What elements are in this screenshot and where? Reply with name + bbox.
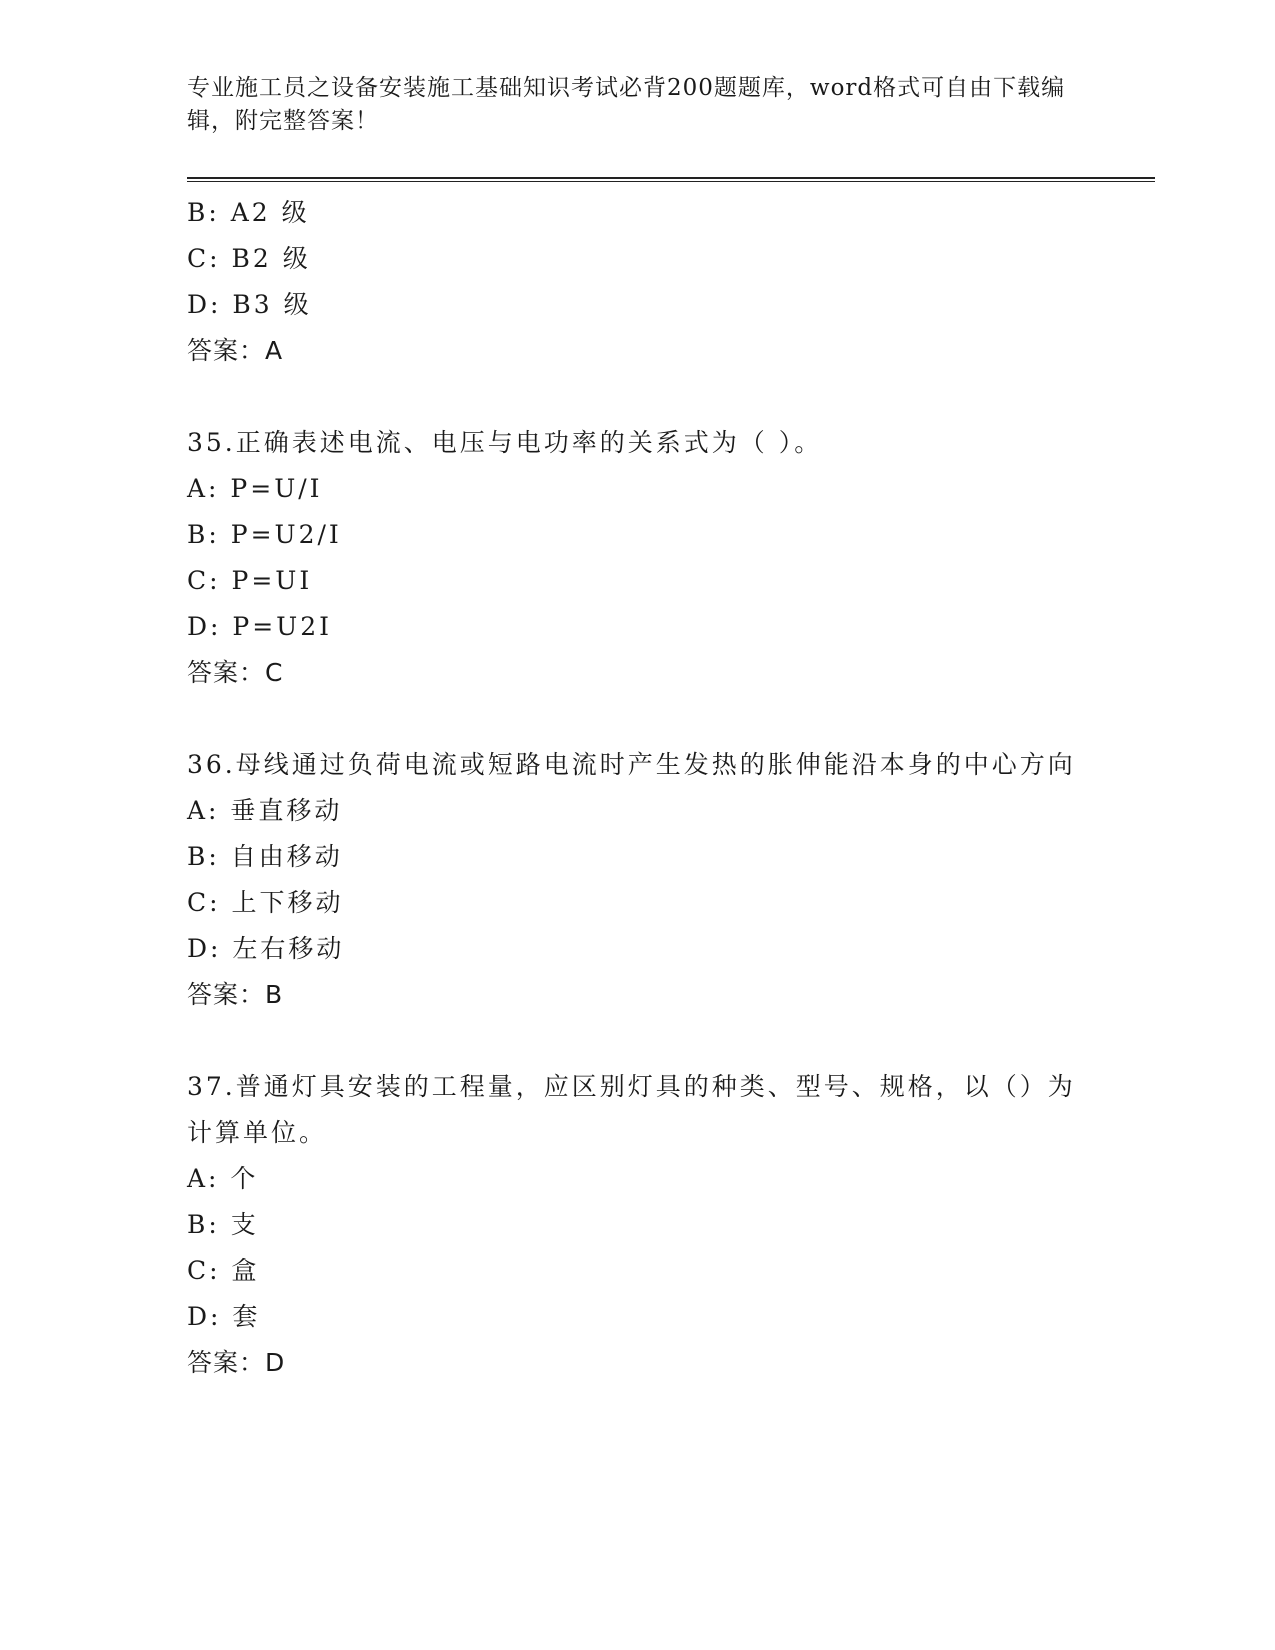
answer-line: 答案：C — [187, 658, 284, 687]
option-b: B: 支 — [187, 1210, 259, 1239]
option-c: C: 上下移动 — [187, 888, 344, 917]
option-c: C: B2 级 — [187, 244, 311, 273]
question-stem: 37.普通灯具安装的工程量，应区别灯具的种类、型号、规格，以（）为计算单位。 — [187, 1072, 1076, 1147]
header-divider — [187, 177, 1155, 182]
question-list — [187, 190, 1087, 1386]
option-b: B: 自由移动 — [187, 842, 343, 871]
option-b: B: A2 级 — [187, 198, 310, 227]
option-b: B: P=U2/I — [187, 520, 342, 549]
document-header-title: 专业施工员之设备安装施工基础知识考试必背200题题库，word格式可自由下载编辑，附完整答案！ — [187, 75, 1066, 134]
option-d: D: 套 — [187, 1302, 261, 1331]
answer-line: 答案：A — [187, 336, 284, 365]
question-block-continued — [187, 190, 1087, 374]
option-c: C: 盒 — [187, 1256, 260, 1285]
option-a: A: 垂直移动 — [187, 796, 343, 825]
option-d: D: P=U2I — [187, 612, 333, 641]
question-stem: 35.正确表述电流、电压与电功率的关系式为（ ）。 — [187, 428, 823, 457]
question-block-36 — [187, 742, 1087, 1018]
option-d: D: B3 级 — [187, 290, 312, 319]
option-a: A: 个 — [187, 1164, 259, 1193]
option-a: A: P=U/I — [187, 474, 323, 503]
question-block-35 — [187, 420, 1087, 696]
option-c: C: P=UI — [187, 566, 313, 595]
question-block-37 — [187, 1064, 1087, 1386]
option-d: D: 左右移动 — [187, 934, 345, 963]
question-stem: 36.母线通过负荷电流或短路电流时产生发热的胀伸能沿本身的中心方向 — [187, 750, 1076, 779]
answer-line: 答案：D — [187, 1348, 286, 1377]
answer-line: 答案：B — [187, 980, 284, 1009]
